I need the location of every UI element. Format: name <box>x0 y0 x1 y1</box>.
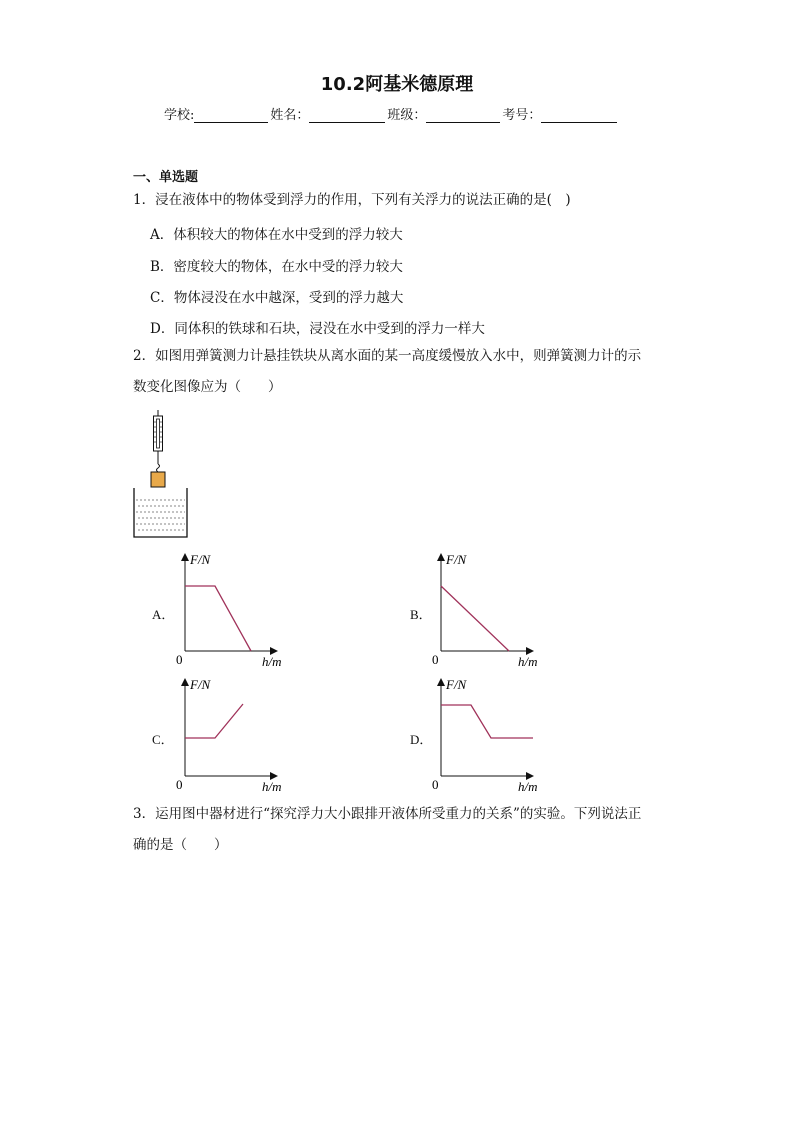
graph-a-label[interactable]: A． <box>152 607 175 622</box>
origin-label: 0 <box>432 777 439 792</box>
number-label: 考号： <box>502 108 542 123</box>
y-axis-label: F/N <box>190 677 211 692</box>
origin-label: 0 <box>176 777 183 792</box>
graph-d-label[interactable]: D． <box>410 732 433 747</box>
x-axis-label: h/m <box>262 779 282 794</box>
y-axis-label: F/N <box>190 552 211 567</box>
graph-a-line <box>185 586 251 651</box>
origin-label: 0 <box>176 652 183 667</box>
section-title: 一、单选题 <box>133 170 199 185</box>
spring-scale-beaker-figure <box>130 408 192 540</box>
iron-block <box>151 472 165 487</box>
x-axis-label: h/m <box>518 779 538 794</box>
x-axis-label: h/m <box>518 654 538 669</box>
q2-stem-line2: 数变化图像应为（ ） <box>133 379 282 395</box>
graph-b-label[interactable]: B． <box>410 607 432 622</box>
q3-stem-line2: 确的是（ ） <box>133 837 228 853</box>
name-label: 姓名： <box>270 108 310 123</box>
origin-label: 0 <box>432 652 439 667</box>
graph-b-line <box>441 586 509 651</box>
school-label: 学校: <box>164 108 195 123</box>
name-blank[interactable] <box>309 108 385 123</box>
graph-c <box>172 673 292 795</box>
graph-a <box>172 548 292 670</box>
q1-option-c[interactable]: C．物体浸没在水中越深，受到的浮力越大 <box>150 290 404 306</box>
x-axis-label: h/m <box>262 654 282 669</box>
q2-stem-line1: 2．如图用弹簧测力计悬挂铁块从离水面的某一高度缓慢放入水中，则弹簧测力计的示 <box>133 348 642 364</box>
number-blank[interactable] <box>541 108 617 123</box>
graph-d <box>428 673 548 795</box>
student-info-line <box>164 104 619 123</box>
q1-option-d[interactable]: D．同体积的铁球和石块，浸没在水中受到的浮力一样大 <box>150 321 485 337</box>
graph-c-line <box>185 704 243 738</box>
graph-b <box>428 548 548 670</box>
y-axis-label: F/N <box>446 552 467 567</box>
q1-stem: 1．浸在液体中的物体受到浮力的作用，下列有关浮力的说法正确的是( ) <box>133 192 571 208</box>
y-axis-label: F/N <box>446 677 467 692</box>
q3-stem-line1: 3．运用图中器材进行“探究浮力大小跟排开液体所受重力的关系”的实验。下列说法正 <box>133 806 642 822</box>
beaker-icon <box>134 488 187 537</box>
class-blank[interactable] <box>426 108 500 123</box>
class-label: 班级： <box>387 108 427 123</box>
graph-c-label[interactable]: C． <box>152 732 174 747</box>
spring-scale-icon <box>154 410 163 472</box>
graph-d-line <box>441 705 533 738</box>
page-title: 10.2阿基米德原理 <box>320 74 474 95</box>
school-blank[interactable] <box>194 108 268 123</box>
q1-option-a[interactable]: A．体积较大的物体在水中受到的浮力较大 <box>150 227 403 243</box>
q1-option-b[interactable]: B．密度较大的物体，在水中受的浮力较大 <box>150 259 403 275</box>
